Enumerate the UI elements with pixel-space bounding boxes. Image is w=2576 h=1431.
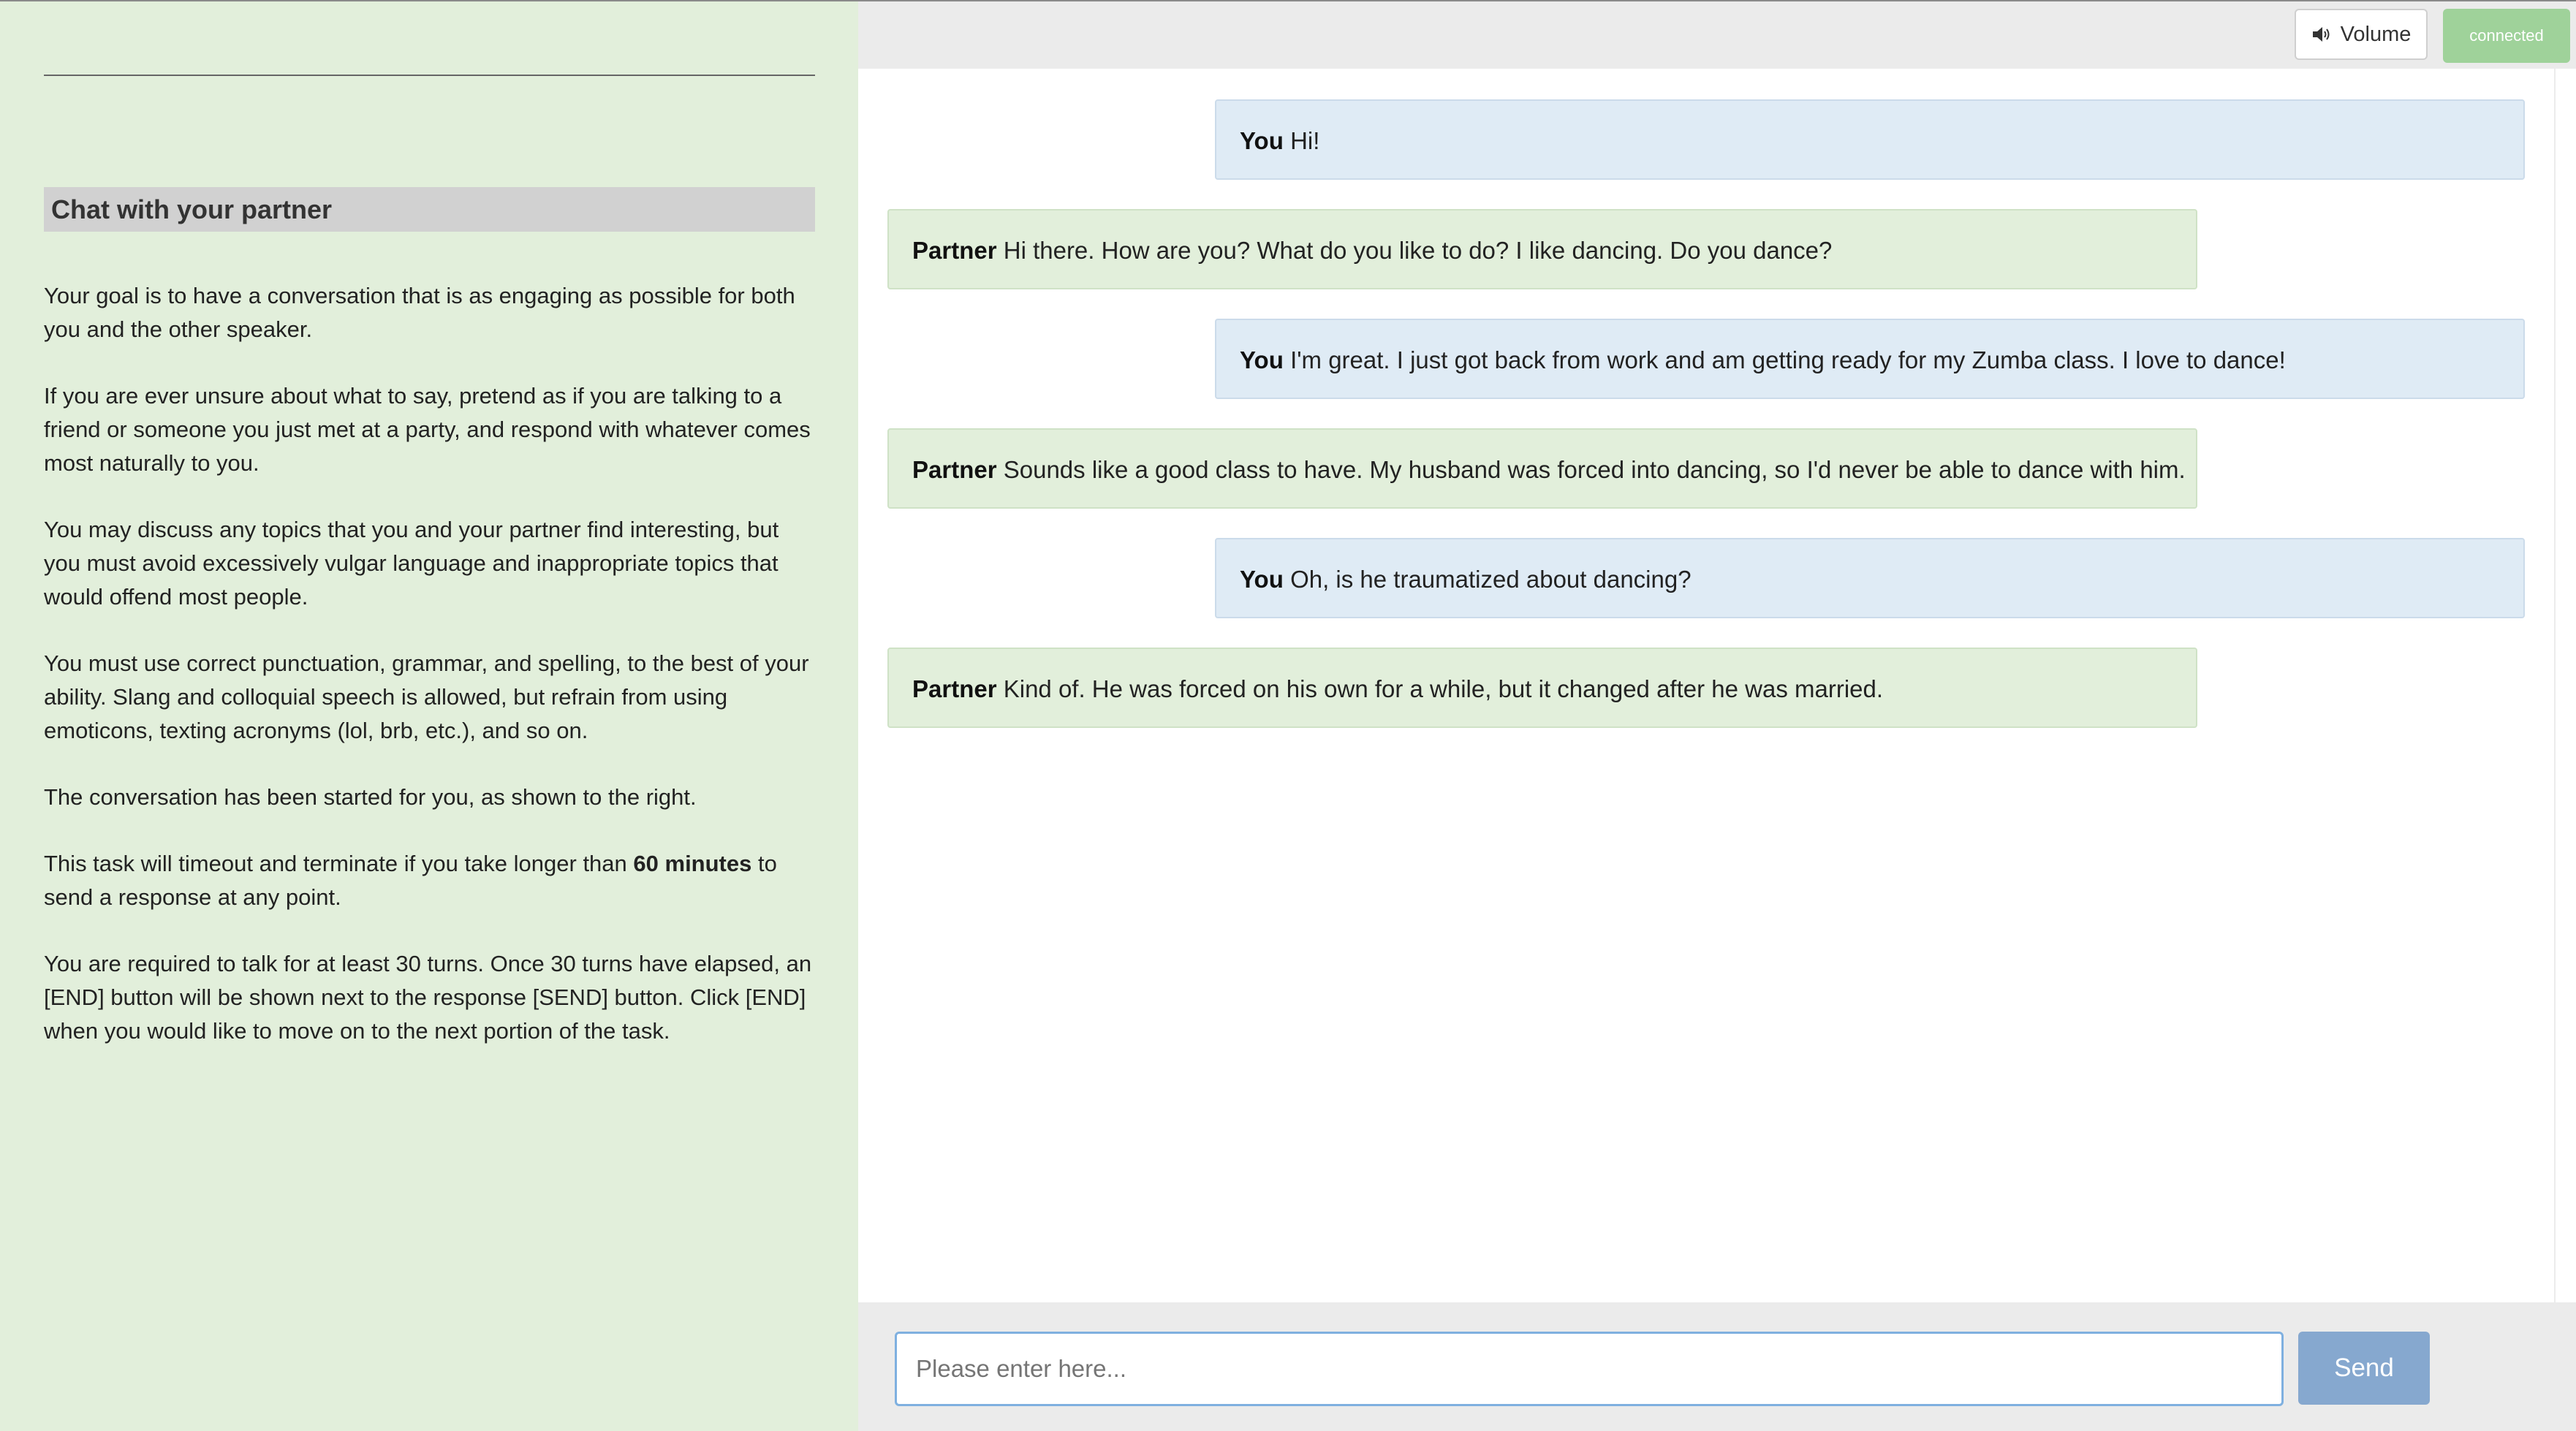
message-speaker: Partner	[912, 456, 997, 483]
message-text: Oh, is he traumatized about dancing?	[1290, 566, 1692, 593]
turns-paragraph: You are required to talk for at least 30 turns. Once 30 turns have elapsed, an [END] button will be shown next to the response [SEND] button. Click [END] when you would like to move on to the next portion of the task.	[44, 951, 812, 1044]
instruction-paragraph: You must use correct punctuation, grammar, and spelling, to the best of your ability. Slang and colloquial speech is allowed, but refrain from using emoticons, texting acronyms (lol, brb, etc.), and so on.	[44, 650, 809, 743]
message-partner	[887, 648, 2197, 728]
message-you	[1215, 99, 2525, 180]
message-list-scrollbar[interactable]	[2554, 69, 2576, 1302]
divider	[44, 75, 815, 76]
instruction-paragraph: The conversation has been started for you, as shown to the right.	[44, 784, 697, 810]
instructions-panel	[0, 1, 858, 1431]
timeout-duration: 60 minutes	[633, 851, 752, 876]
timeout-text-before: This task will timeout and terminate if you take longer than	[44, 851, 634, 876]
chat-area	[858, 1, 2576, 1431]
connection-status-badge: connected	[2443, 9, 2570, 63]
instruction-paragraph: If you are ever unsure about what to say, pretend as if you are talking to a friend or someone you just met at a party, and respond with whatever comes most naturally to you.	[44, 383, 811, 476]
message-text: Hi there. How are you? What do you like to do? I like dancing. Do you dance?	[1003, 237, 1833, 264]
chat-toolbar	[858, 1, 2576, 69]
message-speaker: You	[1240, 566, 1284, 593]
instructions-heading: Chat with your partner	[44, 187, 815, 232]
message-partner	[887, 209, 2197, 289]
volume-button[interactable]	[2295, 9, 2428, 60]
message-partner	[887, 428, 2197, 509]
message-speaker: You	[1240, 346, 1284, 373]
message-speaker: You	[1240, 127, 1284, 154]
message-speaker: Partner	[912, 237, 997, 264]
message-text: Sounds like a good class to have. My husband was forced into dancing, so I'd never be able to dance with him.	[1003, 456, 2186, 483]
composer	[858, 1302, 2576, 1431]
send-button[interactable]: Send	[2298, 1332, 2430, 1405]
message-list	[858, 69, 2554, 1302]
message-you	[1215, 319, 2525, 399]
instructions-body	[44, 279, 815, 1081]
instruction-paragraph: You may discuss any topics that you and your partner find interesting, but you must avoid excessively vulgar language and inappropriate topics that would offend most people.	[44, 517, 779, 610]
message-text: I'm great. I just got back from work and am getting ready for my Zumba class. I love to dance!	[1290, 346, 2286, 373]
message-speaker: Partner	[912, 675, 997, 702]
message-text: Hi!	[1290, 127, 1320, 154]
timeout-paragraph	[44, 847, 815, 914]
message-text: Kind of. He was forced on his own for a while, but it changed after he was married.	[1003, 675, 1884, 702]
volume-label: Volume	[2340, 22, 2412, 46]
message-you	[1215, 538, 2525, 618]
speaker-icon	[2311, 26, 2330, 43]
message-input[interactable]	[895, 1332, 2284, 1406]
instruction-paragraph: Your goal is to have a conversation that is as engaging as possible for both you and the other speaker.	[44, 283, 795, 342]
timeout-text-after: to send a response at any point.	[44, 851, 777, 910]
